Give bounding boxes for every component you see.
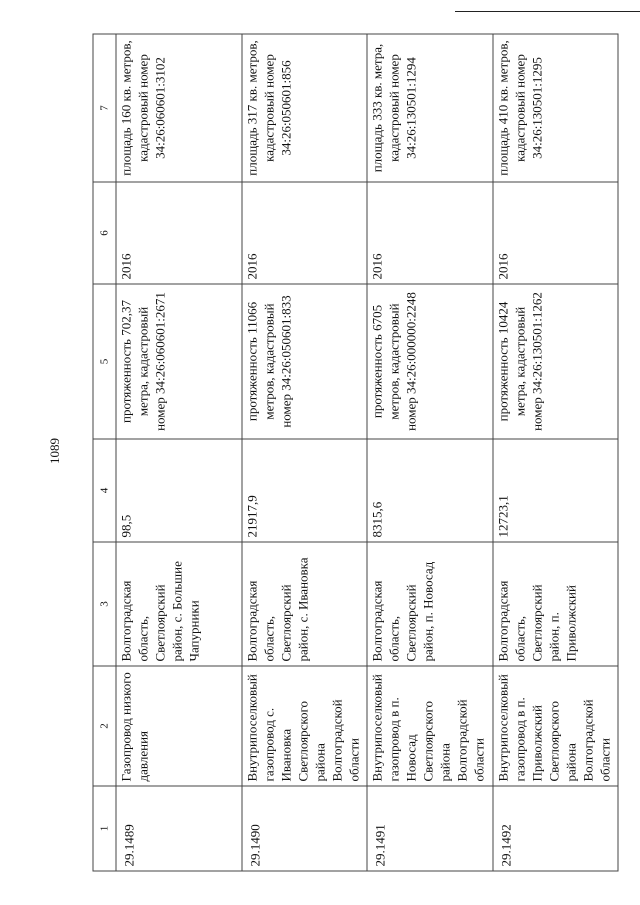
object-area: площадь 410 кв. метров, кадастровый номер 34:26:130501:1295 bbox=[492, 34, 618, 182]
object-value: 98,5 bbox=[116, 439, 242, 542]
table-row bbox=[492, 34, 618, 871]
object-name: Внутрипоселковый газопровод в п. Приволжский Светлоярского района Волгоградской области bbox=[492, 666, 618, 786]
table-row bbox=[116, 34, 242, 871]
row-number: 29.1492 bbox=[492, 786, 618, 871]
header-rule bbox=[455, 11, 640, 12]
object-name: Внутрипоселковый газопровод в п. Новосад Светлоярского района Волгоградской области bbox=[367, 666, 493, 786]
object-location: Волгоградская область, Светлоярский район, с. Большие Чапурники bbox=[116, 542, 242, 666]
column-header: 5 bbox=[93, 284, 116, 439]
object-location: Волгоградская область, Светлоярский район, п. Приволжский bbox=[492, 542, 618, 666]
object-name: Газопровод низкого давления bbox=[116, 666, 242, 786]
object-year: 2016 bbox=[116, 182, 242, 284]
object-year: 2016 bbox=[367, 182, 493, 284]
table-area bbox=[92, 34, 618, 871]
object-value: 8315,6 bbox=[367, 439, 493, 542]
object-length: протяженность 11066 метров, кадастровый номер 34:26:050601:833 bbox=[241, 284, 367, 439]
header-row bbox=[93, 34, 116, 871]
object-value: 21917,9 bbox=[241, 439, 367, 542]
column-header: 6 bbox=[93, 182, 116, 284]
object-year: 2016 bbox=[492, 182, 618, 284]
column-header: 4 bbox=[93, 439, 116, 542]
object-value: 12723,1 bbox=[492, 439, 618, 542]
object-name: Внутрипоселковый газопровод с. Ивановка Светлоярского района Волгоградской области bbox=[241, 666, 367, 786]
object-length: протяженность 6705 метров, кадастровый номер 34:26:000000:2248 bbox=[367, 284, 493, 439]
object-area: площадь 160 кв. метров, кадастровый номер 34:26:060601:3102 bbox=[116, 34, 242, 182]
row-number: 29.1490 bbox=[241, 786, 367, 871]
column-header: 7 bbox=[93, 34, 116, 182]
object-area: площадь 317 кв. метров, кадастровый номер 34:26:050601:856 bbox=[241, 34, 367, 182]
column-header: 2 bbox=[93, 666, 116, 786]
row-number: 29.1491 bbox=[367, 786, 493, 871]
column-header: 1 bbox=[93, 786, 116, 871]
object-area: площадь 333 кв. метра, кадастровый номер 34:26:130501:1294 bbox=[367, 34, 493, 182]
data-table bbox=[92, 33, 618, 871]
page-number: 1089 bbox=[47, 438, 62, 464]
object-year: 2016 bbox=[241, 182, 367, 284]
column-header: 3 bbox=[93, 542, 116, 666]
object-location: Волгоградская область, Светлоярский район, п. Новосад bbox=[367, 542, 493, 666]
object-length: протяженность 10424 метра, кадастровый номер 34:26:130501:1262 bbox=[492, 284, 618, 439]
table-row bbox=[241, 34, 367, 871]
table-row bbox=[367, 34, 493, 871]
object-location: Волгоградская область, Светлоярский район, с. Ивановка bbox=[241, 542, 367, 666]
object-length: протяженность 702,37 метра, кадастровый номер 34:26:060601:2671 bbox=[116, 284, 242, 439]
row-number: 29.1489 bbox=[116, 786, 242, 871]
rotated-table-wrapper bbox=[92, 34, 618, 871]
